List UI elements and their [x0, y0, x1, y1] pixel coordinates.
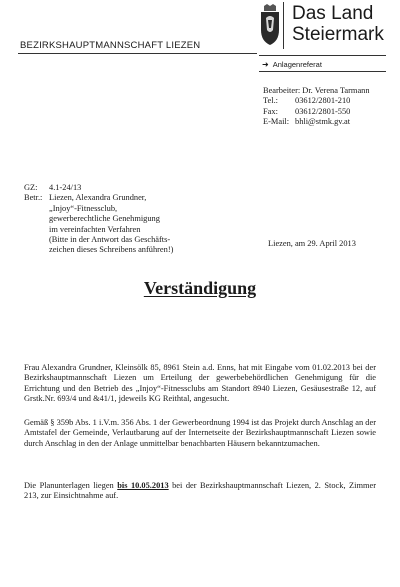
contact-label: Fax: [263, 106, 278, 116]
contact-label: E-Mail: [263, 116, 290, 126]
department-rule-bottom [259, 71, 386, 72]
inspection-deadline: bis 10.05.2013 [117, 481, 169, 490]
letter-date: Liezen, am 29. April 2013 [268, 239, 356, 248]
reference-gz-row [24, 183, 173, 193]
authority-name: BEZIRKSHAUPTMANNSCHAFT LIEZEN [20, 40, 201, 51]
contact-value: 03612/2801-210 [295, 96, 351, 106]
contact-row [263, 96, 370, 106]
inspection-text-start: Die Planunterlagen liegen [24, 481, 118, 490]
department [262, 60, 322, 69]
contact-block [263, 86, 370, 127]
contact-value: 03612/2801-550 [295, 106, 351, 116]
coat-of-arms-icon [258, 4, 282, 46]
paragraph-application: Frau Alexandra Grundner, Kleinsölk 85, 8961 Stein a.d. Enns, hat mit Eingabe vom 01.02.2013 bei der Bezirkshauptmannschaft Liezen um Erteilung der gewerbebehördlichen Genehmigung für die Errichtung und den Betrieb des „Injoy“-Fitnessclubs am Standort 8940 Liezen, Gesäusestraße 12, auf Grstk.Nr. 693/4 und &41/1, jdeweils KG Reithtal, angesucht. [24, 363, 376, 404]
arrow-right-icon: ➜ [262, 59, 269, 69]
subject-line: gewerberechtliche Genehmigung [49, 214, 160, 224]
brand-line-1: Das Land [292, 3, 374, 24]
authority-rule [18, 53, 257, 54]
contact-row [263, 107, 370, 117]
reference-subject-row [24, 193, 173, 255]
brand-line-2: Steiermark [292, 24, 384, 45]
contact-value: bhli@stmk.gv.at [295, 116, 351, 126]
brand-logo [283, 2, 385, 49]
paragraph-inspection [24, 481, 376, 502]
contact-value: Dr. Verena Tarmann [302, 86, 370, 95]
subject-label: Betr.: [24, 193, 43, 203]
subject-line: Liezen, Alexandra Grundner, [49, 193, 147, 203]
subject-line: im vereinfachten Verfahren [49, 224, 141, 234]
gz-label: GZ: [24, 183, 38, 192]
reference-block [24, 183, 173, 256]
document-title [0, 278, 400, 299]
gz-value: 4.1-24/13 [49, 183, 82, 192]
document-title-text: Verständigung [143, 278, 257, 298]
department-rule-top [259, 55, 386, 56]
subject-line: (Bitte in der Antwort das Geschäfts- [49, 235, 171, 245]
paragraph-legal-basis: Gemäß § 359b Abs. 1 i.V.m. 356 Abs. 1 der Gewerbeordnung 1994 ist das Projekt durch Anschlag an der Amtstafel der Gemeinde, Verlautbarung auf der Internetseite der Bezirkshauptmannschaft Liezen sowie durch Anschlag in den der Anlage unmittelbar benachbarten Häusern bekanntzumachen. [24, 418, 376, 448]
contact-row [263, 117, 370, 127]
subject-lines [49, 193, 173, 255]
contact-row [263, 86, 370, 96]
subject-line: zeichen dieses Schreibens anführen!) [49, 245, 174, 255]
inspection-text-end: bei der Bezirkshauptmannschaft Liezen, 2. Stock, Zimmer 213, zur Einsichtnahme auf. [24, 481, 376, 501]
subject-line: „Injoy“-Fitnessclub, [49, 203, 118, 213]
contact-label: Tel.: [263, 96, 278, 106]
contact-label: Bearbeiter: [263, 86, 301, 95]
department-label: Anlagenreferat [272, 60, 322, 69]
